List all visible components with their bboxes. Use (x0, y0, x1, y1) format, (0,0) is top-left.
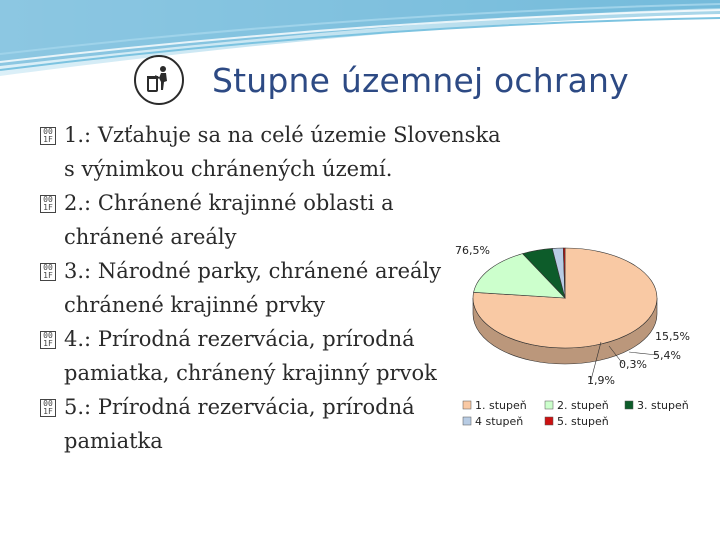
legend-label: 1. stupeň (475, 399, 527, 412)
legend-label: 3. stupeň (637, 399, 689, 412)
data-label: 15,5% (655, 330, 690, 343)
bullet-text: Prírodná rezervácia, prírodná (97, 395, 415, 419)
legend-swatch (463, 401, 471, 409)
bullet-prefix: 2.: (64, 191, 92, 215)
bullet-list (40, 118, 510, 458)
pie-chart (453, 236, 700, 432)
bullet-text-cont: chránené krajinné prvky (64, 293, 326, 317)
data-label: 5,4% (653, 349, 681, 362)
bullet-text: Vzťahuje sa na celé územie Slovenska (97, 123, 501, 147)
data-label: 76,5% (455, 244, 490, 257)
bullet-prefix: 3.: (64, 259, 92, 283)
bullet-text: Národné parky, chránené areály (97, 259, 442, 283)
page-title: Stupne územnej ochrany (212, 60, 629, 100)
data-label: 1,9% (587, 374, 615, 387)
legend-swatch (625, 401, 633, 409)
missing-glyph-icon: 00 1F (40, 263, 56, 281)
legend-swatch (545, 401, 553, 409)
list-item (40, 390, 510, 458)
title-row (134, 52, 629, 108)
list-item (40, 118, 510, 186)
data-label: 0,3% (619, 358, 647, 371)
bullet-text: Prírodná rezervácia, prírodná (97, 327, 415, 351)
bullet-text-cont: pamiatka (64, 429, 163, 453)
missing-glyph-icon: 00 1F (40, 195, 56, 213)
bullet-text: Chránené krajinné oblasti a (97, 191, 394, 215)
bullet-text-cont: pamiatka, chránený krajinný prvok (64, 361, 437, 385)
bullet-text-cont: chránené areály (64, 225, 237, 249)
bullet-prefix: 5.: (64, 395, 92, 419)
list-item (40, 186, 510, 254)
bullet-text-cont: s výnimkou chránených území. (64, 157, 393, 181)
missing-glyph-icon: 00 1F (40, 331, 56, 349)
missing-glyph-icon: 00 1F (40, 399, 56, 417)
legend-label: 2. stupeň (557, 399, 609, 412)
bullet-prefix: 1.: (64, 123, 92, 147)
legend-label: 5. stupeň (557, 415, 609, 428)
legend-swatch (463, 417, 471, 425)
list-item (40, 254, 510, 322)
trash-bin-icon (134, 55, 184, 105)
legend-swatch (545, 417, 553, 425)
pie-chart-svg (453, 236, 700, 432)
missing-glyph-icon: 00 1F (40, 127, 56, 145)
legend-label: 4 stupeň (475, 415, 524, 428)
list-item (40, 322, 510, 390)
bullet-prefix: 4.: (64, 327, 92, 351)
